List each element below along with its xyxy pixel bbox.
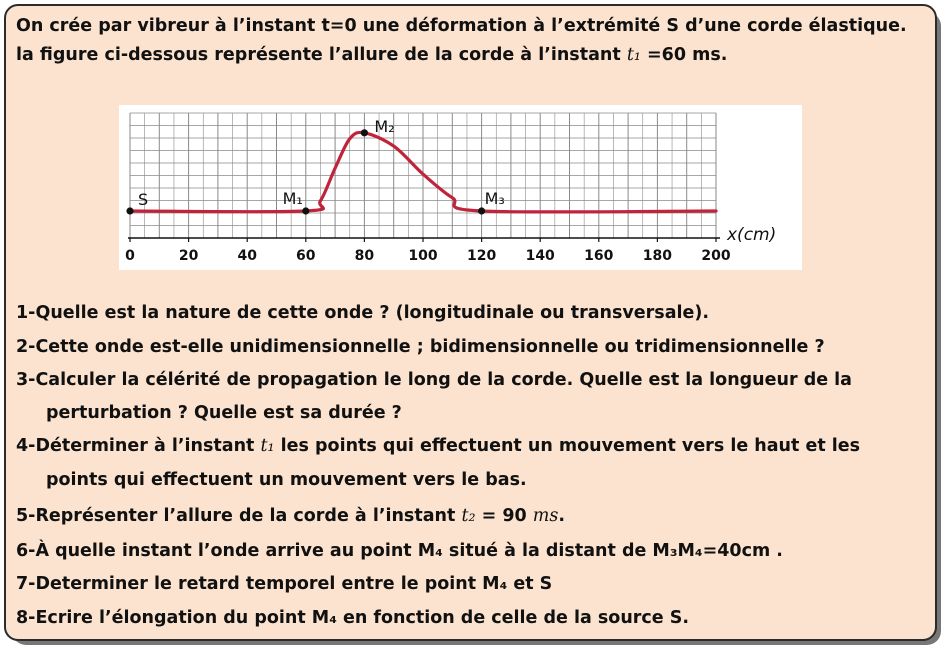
x-tick-label: 20: [178, 248, 199, 264]
question-4-continued: points qui effectuent un mouvement vers le bas.: [46, 470, 527, 490]
x-tick-label: 140: [525, 248, 555, 264]
intro-line-2: [16, 45, 727, 65]
x-tick-label: 0: [125, 248, 135, 264]
question-7: 7-Determiner le retard temporel entre le point M₄ et S: [16, 574, 553, 594]
x-axis-label: x(cm): [727, 225, 777, 245]
question-1: 1-Quelle est la nature de cette onde ? (longitudinale ou transversale).: [16, 303, 710, 323]
question-5-pre: 5-Représenter l’allure de la corde à l’instant: [16, 506, 462, 526]
rope-chart: [119, 105, 802, 270]
x-tick-label: 40: [237, 248, 257, 264]
question-5-unit: ms: [532, 506, 559, 526]
point-label-M₃: M₃: [484, 189, 505, 208]
x-tick-label: 80: [354, 248, 375, 264]
question-5-end: .: [558, 506, 566, 526]
point-label-M₁: M₁: [282, 189, 303, 208]
question-3: 3-Calculer la célérité de propagation le long de la corde. Quelle est la longueur de la: [16, 370, 852, 390]
question-5-symbol: t₂: [461, 506, 476, 526]
intro-line-1: On crée par vibreur à l’instant t=0 une déformation à l’extrémité S d’une corde élastique.: [16, 16, 907, 36]
point-label-M₂: M₂: [374, 116, 395, 136]
x-tick-label: 100: [408, 248, 438, 264]
point-marker-M₃: [478, 207, 485, 214]
question-5: [16, 506, 565, 526]
t1-symbol: t₁: [626, 45, 641, 65]
question-3-continued: perturbation ? Quelle est sa durée ?: [46, 403, 402, 423]
question-4: [16, 436, 860, 456]
x-tick-labels: [125, 238, 731, 264]
x-tick-label: 200: [701, 248, 731, 264]
x-tick-label: 160: [584, 248, 614, 264]
point-label-S: S: [138, 190, 149, 209]
point-marker-S: [126, 207, 133, 214]
question-8: 8-Ecrire l’élongation du point M₄ en fonction de celle de la source S.: [16, 608, 689, 628]
rope-figure: [119, 105, 802, 270]
question-5-post: = 90: [475, 506, 533, 526]
x-tick-label: 60: [296, 248, 316, 264]
point-marker-M₁: [302, 207, 309, 214]
question-4-post: les points qui effectuent un mouvement vers le haut et les: [274, 436, 861, 456]
intro-line-2-suffix: =60 ms.: [640, 45, 728, 65]
point-marker-M₂: [361, 129, 368, 136]
x-tick-label: 120: [466, 248, 497, 264]
question-6: 6-À quelle instant l’onde arrive au point M₄ situé à la distant de M₃M₄=40cm .: [16, 541, 783, 561]
intro-line-2-prefix: la figure ci-dessous représente l’allure de la corde à l’instant: [16, 45, 627, 65]
question-4-pre: 4-Déterminer à l’instant: [16, 436, 261, 456]
x-tick-label: 180: [642, 248, 673, 264]
question-4-symbol: t₁: [260, 436, 275, 456]
question-2: 2-Cette onde est-elle unidimensionnelle ; bidimensionnelle ou tridimensionnelle ?: [16, 337, 825, 357]
